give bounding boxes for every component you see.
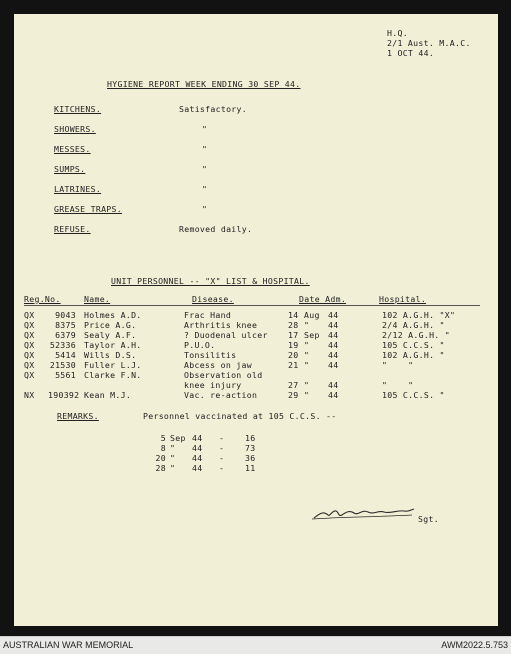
hygiene-label: REFUSE. xyxy=(54,224,91,234)
vacc-separator: - xyxy=(219,433,225,443)
cell-name: Holmes A.D. xyxy=(84,310,142,320)
cell-name: Wills D.S. xyxy=(84,350,137,360)
hygiene-value: " xyxy=(202,124,208,134)
cell-year: 44 xyxy=(328,310,339,320)
cell-prefix: QX xyxy=(24,320,35,330)
cell-hospital: " " xyxy=(382,380,414,390)
vacc-year: 44 xyxy=(192,443,203,453)
cell-disease: Frac Hand xyxy=(184,310,232,320)
col-header-date: Date Adm. xyxy=(299,294,347,304)
cell-disease: knee injury xyxy=(184,380,242,390)
cell-month: " xyxy=(304,340,310,350)
cell-prefix: QX xyxy=(24,310,35,320)
cell-hospital: 105 C.C.S. " xyxy=(382,340,445,350)
cell-prefix: QX xyxy=(24,350,35,360)
hygiene-value: " xyxy=(202,204,208,214)
cell-num: 5414 xyxy=(55,350,76,360)
unit-personnel-title: UNIT PERSONNEL -- "X" LIST & HOSPITAL. xyxy=(111,276,310,286)
cell-month: " xyxy=(304,320,310,330)
cell-year: 44 xyxy=(328,330,339,340)
cell-hospital: " " xyxy=(382,360,414,370)
hygiene-value: Satisfactory. xyxy=(179,104,247,114)
cell-prefix: QX xyxy=(24,370,35,380)
cell-month: " xyxy=(304,350,310,360)
signature-rank: Sgt. xyxy=(418,514,439,524)
vacc-month: " xyxy=(170,463,176,473)
cell-hospital: 105 C.C.S. " xyxy=(382,390,445,400)
cell-hospital: 102 A.G.H. "X" xyxy=(382,310,456,320)
cell-year: 44 xyxy=(328,320,339,330)
cell-day: 14 xyxy=(288,310,299,320)
cell-prefix: QX xyxy=(24,340,35,350)
cell-disease: ? Duodenal ulcer xyxy=(184,330,268,340)
vacc-separator: - xyxy=(219,453,225,463)
vacc-count: 11 xyxy=(245,463,256,473)
vacc-count: 36 xyxy=(245,453,256,463)
cell-num: 21530 xyxy=(49,360,76,370)
cell-num: 8375 xyxy=(55,320,76,330)
footer-institution: AUSTRALIAN WAR MEMORIAL xyxy=(3,640,134,650)
cell-disease: P.U.O. xyxy=(184,340,216,350)
header-date: 1 OCT 44. xyxy=(387,48,435,58)
cell-disease: Observation old xyxy=(184,370,263,380)
cell-name: Clarke F.N. xyxy=(84,370,142,380)
cell-year: 44 xyxy=(328,390,339,400)
document-page xyxy=(14,14,498,626)
cell-month: " xyxy=(304,380,310,390)
cell-day: 20 xyxy=(288,350,299,360)
cell-num: 52336 xyxy=(49,340,76,350)
hygiene-label: GREASE TRAPS. xyxy=(54,204,122,214)
hygiene-label: SUMPS. xyxy=(54,164,86,174)
hygiene-label: SHOWERS. xyxy=(54,124,96,134)
signature xyxy=(312,507,416,521)
cell-disease: Vac. re-action xyxy=(184,390,258,400)
cell-day: 17 xyxy=(288,330,299,340)
cell-hospital: 2/4 A.G.H. " xyxy=(382,320,445,330)
cell-name: Sealy A.F. xyxy=(84,330,137,340)
cell-num: 6379 xyxy=(55,330,76,340)
vacc-day: 28 xyxy=(155,463,166,473)
cell-month: Aug xyxy=(304,310,320,320)
vacc-separator: - xyxy=(219,443,225,453)
col-header-regno: Reg.No. xyxy=(24,294,61,304)
vacc-month: " xyxy=(170,453,176,463)
vacc-day: 5 xyxy=(160,433,166,443)
hygiene-value: " xyxy=(202,164,208,174)
cell-day: 19 xyxy=(288,340,299,350)
vacc-month: Sep xyxy=(170,433,186,443)
vacc-count: 73 xyxy=(245,443,256,453)
footer-bar xyxy=(0,636,511,654)
cell-name: Price A.G. xyxy=(84,320,137,330)
cell-prefix: NX xyxy=(24,390,35,400)
cell-disease: Arthritis knee xyxy=(184,320,258,330)
cell-disease: Abcess on jaw xyxy=(184,360,252,370)
cell-num: 190392 xyxy=(48,390,80,400)
cell-month: " xyxy=(304,390,310,400)
cell-prefix: QX xyxy=(24,330,35,340)
col-header-name: Name. xyxy=(84,294,111,304)
vacc-month: " xyxy=(170,443,176,453)
cell-year: 44 xyxy=(328,380,339,390)
vacc-count: 16 xyxy=(245,433,256,443)
footer-accession: AWM2022.5.753 xyxy=(441,640,508,650)
cell-num: 5561 xyxy=(55,370,76,380)
remarks-text: Personnel vaccinated at 105 C.C.S. -- xyxy=(143,411,337,421)
hygiene-value: " xyxy=(202,144,208,154)
vacc-day: 8 xyxy=(160,443,166,453)
hygiene-label: LATRINES. xyxy=(54,184,102,194)
cell-day: 21 xyxy=(288,360,299,370)
hygiene-label: KITCHENS. xyxy=(54,104,102,114)
col-header-disease: Disease. xyxy=(192,294,234,304)
cell-prefix: QX xyxy=(24,360,35,370)
vacc-year: 44 xyxy=(192,433,203,443)
report-title: HYGIENE REPORT WEEK ENDING 30 SEP 44. xyxy=(107,79,301,89)
cell-day: 29 xyxy=(288,390,299,400)
hygiene-value: " xyxy=(202,184,208,194)
cell-year: 44 xyxy=(328,360,339,370)
cell-name: Kean M.J. xyxy=(84,390,132,400)
cell-year: 44 xyxy=(328,350,339,360)
cell-hospital: 102 A.G.H. " xyxy=(382,350,445,360)
header-unit: 2/1 Aust. M.A.C. xyxy=(387,38,471,48)
cell-num: 9043 xyxy=(55,310,76,320)
vacc-year: 44 xyxy=(192,463,203,473)
cell-name: Taylor A.H. xyxy=(84,340,142,350)
col-header-hospital: Hospital. xyxy=(379,294,427,304)
header-rule xyxy=(24,305,480,306)
cell-day: 28 xyxy=(288,320,299,330)
vacc-separator: - xyxy=(219,463,225,473)
vacc-day: 20 xyxy=(155,453,166,463)
cell-day: 27 xyxy=(288,380,299,390)
cell-month: Sep xyxy=(304,330,320,340)
cell-name: Fuller L.J. xyxy=(84,360,142,370)
cell-hospital: 2/12 A.G.H. " xyxy=(382,330,450,340)
hygiene-label: MESSES. xyxy=(54,144,91,154)
cell-year: 44 xyxy=(328,340,339,350)
cell-disease: Tonsilitis xyxy=(184,350,237,360)
hygiene-value: Removed daily. xyxy=(179,224,253,234)
cell-month: " xyxy=(304,360,310,370)
remarks-label: REMARKS. xyxy=(57,411,99,421)
header-hq: H.Q. xyxy=(387,28,408,38)
vacc-year: 44 xyxy=(192,453,203,463)
